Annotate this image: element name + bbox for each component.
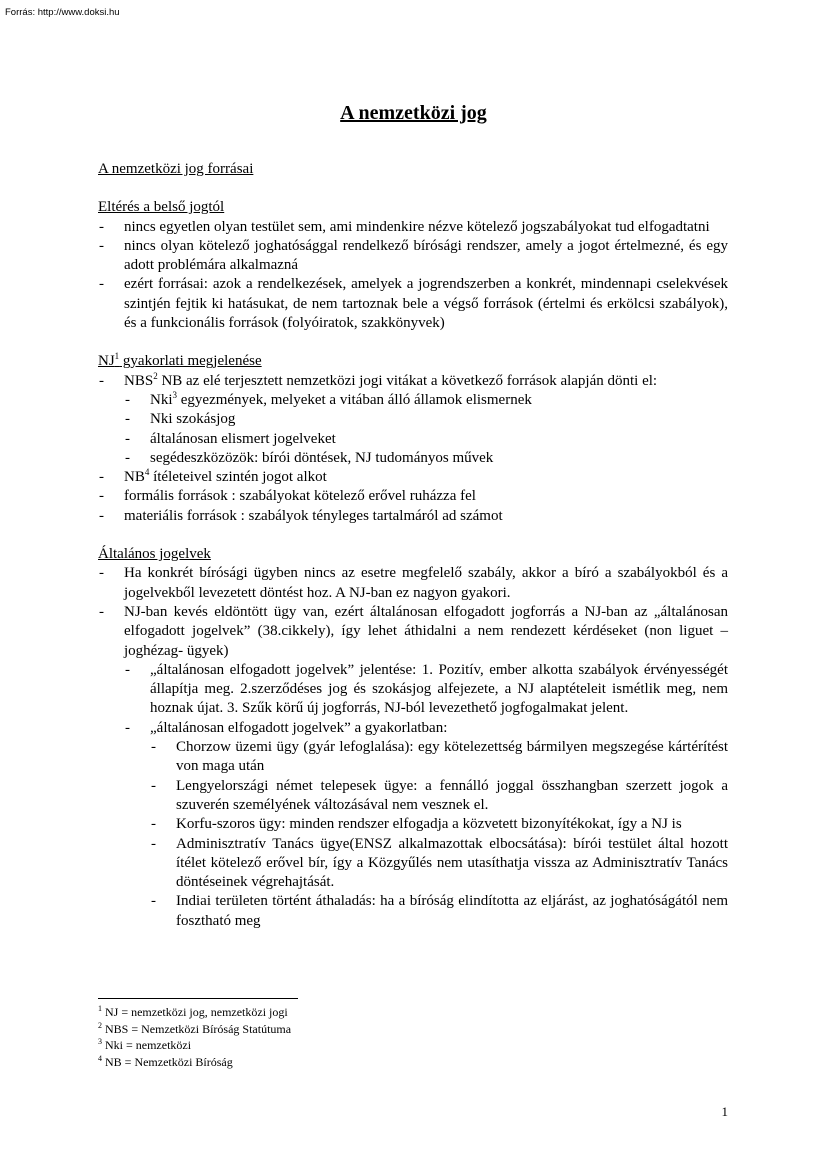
section-heading: Általános jogelvek xyxy=(98,546,211,563)
sub-list xyxy=(124,391,728,468)
footnote: $^1$ NJ = nemzetközi jog, nemzetközi jogi xyxy=(98,1004,288,1019)
footnote: $^4$ NB = Nemzetközi Bíróság xyxy=(98,1053,233,1069)
heading-sources: A nemzetközi jog forrásai xyxy=(98,161,254,177)
list-item: - ezért forrásai: azok a rendelkezések, amelyek a jogrendszerben a konkrét, mindennapi cselekvések szintjén fejtik ki hatásukat, de nem tartoznak bele a végső források (értelmi és erkölcsi szabályok), és a funkcionális források (folyóiratok, szakkönyvek) xyxy=(98,275,728,333)
sub-list xyxy=(124,661,728,931)
sub-list-item: - „általánosan elfogadott jogelvek” jelentése: 1. Pozitív, ember alkotta szabályok érvényességét állapítja meg. 2.szerződéses jog és szokásjog alfejezete, a NJ alaptételeit ismétlik meg, nem hoznak újat. 3. Szűk körű új jogforrás, NJ-ból levezethető jogfogalmakat jelent. xyxy=(124,661,728,719)
page-number: 1 xyxy=(721,1104,728,1119)
source-line: Forrás: http://www.doksi.hu xyxy=(5,7,120,18)
sub-list-item: - általánosan elismert jogelveket xyxy=(124,430,728,449)
document-body xyxy=(98,160,728,931)
case-item: - Chorzow üzemi ügy (gyár lefoglalása): egy kötelezettség bármilyen megszegése kártérítést von maga után xyxy=(150,738,728,777)
footnotes xyxy=(98,1004,291,1070)
bullet-list xyxy=(98,564,728,931)
footnote-ref: 3 xyxy=(172,389,177,400)
footnote-ref: 2 xyxy=(153,370,158,381)
section-heading: $NJ^1$ gyakorlati megjelenése xyxy=(98,351,262,370)
page-title: A nemzetközi jog xyxy=(340,102,487,124)
section-heading: Eltérés a belső jogtól xyxy=(98,199,225,216)
case-item: - Korfu-szoros ügy: minden rendszer elfogadja a közvetett bizonyítékokat, így a NJ is xyxy=(150,815,728,834)
list-item: - $NB^4$ ítéleteivel szintén jogot alkot xyxy=(98,468,728,487)
sub-list-item: - Nki$^3$ egyezmények, melyeket a vitában álló államok elismernek xyxy=(124,391,728,410)
section-difference xyxy=(98,198,728,333)
list-item: - materiális források : szabályok tényleges tartalmáról ad számot xyxy=(98,507,728,526)
bullet-list xyxy=(98,218,728,334)
section-principles xyxy=(98,545,728,931)
sub-list-item: - Nki szokásjog xyxy=(124,410,728,429)
list-item: - nincs egyetlen olyan testület sem, ami mindenkire nézve kötelező jogszabályokat tud elfogadtatni xyxy=(98,218,728,237)
case-item: - Adminisztratív Tanács ügye(ENSZ alkalmazottak elbocsátása): bírói testület által hozott ítélet kötelező erővel bír, így a Közgyűlés nem utasíthatja vissza az Adminisztratív Tanács döntéseinek végrehajtását. xyxy=(150,835,728,893)
list-item: - formális források : szabályokat kötelező erővel ruházza fel xyxy=(98,487,728,506)
footnote: $^2$ NBS = Nemzetközi Bíróság Statútuma xyxy=(98,1020,292,1036)
footnote: $^3$ Nki = nemzetközi xyxy=(98,1037,192,1052)
case-list xyxy=(150,738,728,931)
list-item: - NBS$^2$ NB az elé terjesztett nemzetközi jogi vitákat a következő források alapján dönti el: - Nki$^3$ egyezmények, melyeket a vitában álló államok elismernek - Nki szokásjog - általánosan elismert jogelveket - segédeszközözök: bírói döntések, NJ tudományos művek xyxy=(98,372,728,468)
footnote-divider xyxy=(98,998,298,999)
list-item: - NJ-ban kevés eldöntött ügy van, ezért általánosan elfogadott jogforrás a NJ-ban az „általánosan elfogadott jogelvek” (38.cikkely), így lehet áthidalni a nem rendezett kérdéseket (non liguet – joghézag- ügyek) - „általánosan elfogadott jogelvek” jelentése: 1. Pozitív, ember alkotta szabályok érvényességét állapítja meg. 2.szerződéses jog és szokásjog alfejezete, a NJ alaptételeit ismétlik meg, nem hoznak újat. 3. Szűk körű új jogforrás, NJ-ból levezethető jogfogalmakat jelent. - „általánosan elfogadott jogelvek” a gyakorlatban: - Chorzow üzemi ügy (gyár lefoglalása): egy kötelezettség bármilyen megszegése kártérítést von maga után - Lengyelországi német telepesek ügye: a fennálló joggal összhangban szerzett jogok a szuverén személyének változásával nem vesznek el. - Korfu-szoros ügy: minden rendszer elfogadja a közvetett bizonyítékokat, így a NJ is - Adminisztratív Tanács ügye(ENSZ alkalmazottak elbocsátása): bírói testület által hozott ítélet kötelező erővel bír, így a Közgyűlés nem utasíthatja vissza az Adminisztratív Tanács döntéseinek végrehajtását. - Indiai területen történt áthaladás: ha a bíróság elindította az eljárást, az joghatóságától nem fosztható meg xyxy=(98,603,728,931)
list-item: - Ha konkrét bírósági ügyben nincs az esetre megfelelő szabály, akkor a bíró a szabályokból és a jogelvekből levezetett döntést hoz. A NJ-ban ez nagyon gyakori. xyxy=(98,564,728,603)
list-item: - nincs olyan kötelező joghatósággal rendelkező bírósági rendszer, amely a jogot értelmezné, és egy adott problémára alkalmazná xyxy=(98,237,728,276)
case-item: - Indiai területen történt áthaladás: ha a bíróság elindította az eljárást, az joghatóságától nem fosztható meg xyxy=(150,892,728,931)
bullet-list xyxy=(98,372,728,526)
sub-list-item: - „általánosan elfogadott jogelvek” a gyakorlatban: - Chorzow üzemi ügy (gyár lefoglalása): egy kötelezettség bármilyen megszegése kártérítést von maga után - Lengyelországi német telepesek ügye: a fennálló joggal összhangban szerzett jogok a szuverén személyének változásával nem vesznek el. - Korfu-szoros ügy: minden rendszer elfogadja a közvetett bizonyítékokat, így a NJ is - Adminisztratív Tanács ügye(ENSZ alkalmazottak elbocsátása): bírói testület által hozott ítélet kötelező erővel bír, így a Közgyűlés nem utasíthatja vissza az Adminisztratív Tanács döntéseinek végrehajtását. - Indiai területen történt áthaladás: ha a bíróság elindította az eljárást, az joghatóságától nem fosztható meg xyxy=(124,719,728,931)
sub-list-item: - segédeszközözök: bírói döntések, NJ tudományos művek xyxy=(124,449,728,468)
footnote-ref: 1 xyxy=(114,351,120,362)
section-practice xyxy=(98,352,728,526)
footnote-ref: 4 xyxy=(144,467,150,478)
case-item: - Lengyelországi német telepesek ügye: a fennálló joggal összhangban szerzett jogok a szuverén személyének változásával nem vesznek el. xyxy=(150,777,728,816)
